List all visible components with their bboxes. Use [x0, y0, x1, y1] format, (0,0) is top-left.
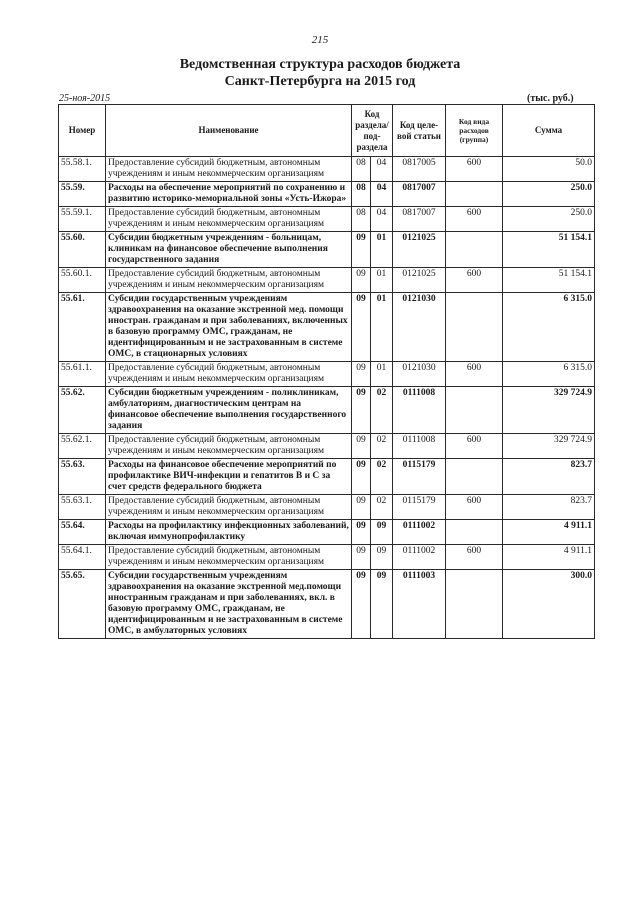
row-name: Субсидии бюджетным учреждениям - больницам, клиникам на финансовое обеспечение выполнения государственного задания	[106, 232, 352, 268]
row-section: 09	[352, 268, 371, 293]
row-article-code: 0111003	[393, 570, 446, 639]
row-sum: 4 911.1	[503, 545, 595, 570]
header-name: Наименование	[106, 105, 352, 157]
table-row	[59, 387, 595, 434]
row-number: 55.62.1.	[59, 434, 106, 459]
row-section: 08	[352, 182, 371, 207]
row-article-code: 0121030	[393, 362, 446, 387]
table-header-row	[59, 105, 595, 157]
row-article-code: 0111002	[393, 545, 446, 570]
row-expense-type: 600	[446, 268, 503, 293]
row-section: 09	[352, 434, 371, 459]
row-sum: 51 154.1	[503, 232, 595, 268]
row-expense-type: 600	[446, 434, 503, 459]
row-subsection: 01	[371, 268, 393, 293]
row-expense-type: 600	[446, 545, 503, 570]
document-title: Ведомственная структура расходов бюджета	[179, 57, 461, 72]
row-article-code: 0111008	[393, 434, 446, 459]
row-article-code: 0817005	[393, 157, 446, 182]
document-subtitle: Санкт-Петербурга на 2015 год	[224, 74, 416, 89]
row-section: 09	[352, 362, 371, 387]
row-section: 09	[352, 293, 371, 362]
row-section: 08	[352, 207, 371, 232]
row-article-code: 0115179	[393, 495, 446, 520]
row-section: 08	[352, 157, 371, 182]
row-article-code: 0111002	[393, 520, 446, 545]
row-sum: 329 724.9	[503, 434, 595, 459]
row-sum: 250.0	[503, 207, 595, 232]
row-article-code: 0121025	[393, 268, 446, 293]
table-row	[59, 495, 595, 520]
row-sum: 250.0	[503, 182, 595, 207]
table-row	[59, 520, 595, 545]
row-subsection: 02	[371, 459, 393, 495]
row-expense-type	[446, 387, 503, 434]
row-subsection: 02	[371, 434, 393, 459]
row-name: Предоставление субсидий бюджетным, автономным учреждениям и иным некоммерческим организациям	[106, 207, 352, 232]
row-expense-type	[446, 232, 503, 268]
header-article-code: Код целе- вой статьи	[393, 105, 446, 157]
row-number: 55.60.	[59, 232, 106, 268]
budget-table	[58, 104, 595, 639]
row-expense-type: 600	[446, 157, 503, 182]
header-sum: Сумма	[503, 105, 595, 157]
row-expense-type: 600	[446, 362, 503, 387]
row-subsection: 09	[371, 520, 393, 545]
header-section-code: Код раздела/ под- раздела	[352, 105, 393, 157]
row-name: Расходы на профилактику инфекционных заболеваний, включая иммунопрофилактику	[106, 520, 352, 545]
table-row	[59, 207, 595, 232]
page-number: 215	[311, 34, 329, 46]
table-row	[59, 459, 595, 495]
row-name: Расходы на обеспечение мероприятий по сохранению и развитию историко-мемориальной зоны «Усть-Ижора»	[106, 182, 352, 207]
row-number: 55.60.1.	[59, 268, 106, 293]
row-subsection: 01	[371, 293, 393, 362]
row-subsection: 09	[371, 545, 393, 570]
row-name: Субсидии государственным учреждениям здравоохранения на оказание экстренной мед. помощи иностран. гражданам и при заболеваниях, включенных в базовую программу ОМС, гражданам, не идентифицированным и не застрахованным в системе ОМС, в стационарных условиях	[106, 293, 352, 362]
row-subsection: 01	[371, 362, 393, 387]
row-name: Предоставление субсидий бюджетным, автономным учреждениям и иным некоммерческим организациям	[106, 495, 352, 520]
row-name: Субсидии государственным учреждениям здравоохранения на оказание экстренной мед.помощи иностранным гражданам и при заболеваниях, вкл. в базовую программу ОМС, гражданам, не идентифицированным и не застрахованным в системе ОМС, в амбулаторных условиях	[106, 570, 352, 639]
row-number: 55.58.1.	[59, 157, 106, 182]
row-section: 09	[352, 495, 371, 520]
row-name: Предоставление субсидий бюджетным, автономным учреждениям и иным некоммерческим организациям	[106, 434, 352, 459]
row-subsection: 04	[371, 207, 393, 232]
row-name: Предоставление субсидий бюджетным, автономным учреждениям и иным некоммерческим организациям	[106, 545, 352, 570]
row-expense-type	[446, 459, 503, 495]
units-label: (тыс. руб.)	[527, 93, 574, 104]
row-number: 55.59.	[59, 182, 106, 207]
report-date: 25-ноя-2015	[59, 93, 111, 104]
table-row	[59, 362, 595, 387]
row-section: 09	[352, 545, 371, 570]
row-subsection: 02	[371, 495, 393, 520]
row-number: 55.63.	[59, 459, 106, 495]
row-sum: 6 315.0	[503, 293, 595, 362]
row-article-code: 0817007	[393, 182, 446, 207]
row-section: 09	[352, 387, 371, 434]
row-expense-type: 600	[446, 207, 503, 232]
header-number: Номер	[59, 105, 106, 157]
row-section: 09	[352, 232, 371, 268]
row-number: 55.64.	[59, 520, 106, 545]
row-expense-type: 600	[446, 495, 503, 520]
row-subsection: 09	[371, 570, 393, 639]
row-expense-type	[446, 182, 503, 207]
row-sum: 51 154.1	[503, 268, 595, 293]
row-name: Предоставление субсидий бюджетным, автономным учреждениям и иным некоммерческим организациям	[106, 157, 352, 182]
row-sum: 823.7	[503, 495, 595, 520]
row-article-code: 0111008	[393, 387, 446, 434]
row-number: 55.59.1.	[59, 207, 106, 232]
row-name: Расходы на финансовое обеспечение мероприятий по профилактике ВИЧ-инфекции и гепатитов В и С за счет средств федерального бюджета	[106, 459, 352, 495]
row-sum: 823.7	[503, 459, 595, 495]
row-number: 55.65.	[59, 570, 106, 639]
table-row	[59, 570, 595, 639]
table-row	[59, 232, 595, 268]
row-article-code: 0121030	[393, 293, 446, 362]
row-sum: 4 911.1	[503, 520, 595, 545]
row-expense-type	[446, 570, 503, 639]
row-number: 55.61.1.	[59, 362, 106, 387]
table-row	[59, 268, 595, 293]
row-section: 09	[352, 570, 371, 639]
row-section: 09	[352, 520, 371, 545]
row-article-code: 0817007	[393, 207, 446, 232]
row-subsection: 01	[371, 232, 393, 268]
row-number: 55.62.	[59, 387, 106, 434]
row-sum: 6 315.0	[503, 362, 595, 387]
table-row	[59, 182, 595, 207]
row-name: Предоставление субсидий бюджетным, автономным учреждениям и иным некоммерческим организациям	[106, 362, 352, 387]
table-row	[59, 545, 595, 570]
row-sum: 329 724.9	[503, 387, 595, 434]
row-article-code: 0115179	[393, 459, 446, 495]
row-number: 55.63.1.	[59, 495, 106, 520]
table-row	[59, 293, 595, 362]
row-sum: 50.0	[503, 157, 595, 182]
row-name: Предоставление субсидий бюджетным, автономным учреждениям и иным некоммерческим организациям	[106, 268, 352, 293]
row-subsection: 04	[371, 182, 393, 207]
row-name: Субсидии бюджетным учреждениям - поликлиникам, амбулаториям, диагностическим центрам на финансовое обеспечение выполнения государственного задания	[106, 387, 352, 434]
table-row	[59, 157, 595, 182]
row-number: 55.61.	[59, 293, 106, 362]
row-expense-type	[446, 520, 503, 545]
row-section: 09	[352, 459, 371, 495]
row-subsection: 02	[371, 387, 393, 434]
row-article-code: 0121025	[393, 232, 446, 268]
row-number: 55.64.1.	[59, 545, 106, 570]
table-row	[59, 434, 595, 459]
row-sum: 300.0	[503, 570, 595, 639]
header-expense-type: Код вида расходов (группа)	[446, 105, 503, 157]
row-expense-type	[446, 293, 503, 362]
row-subsection: 04	[371, 157, 393, 182]
